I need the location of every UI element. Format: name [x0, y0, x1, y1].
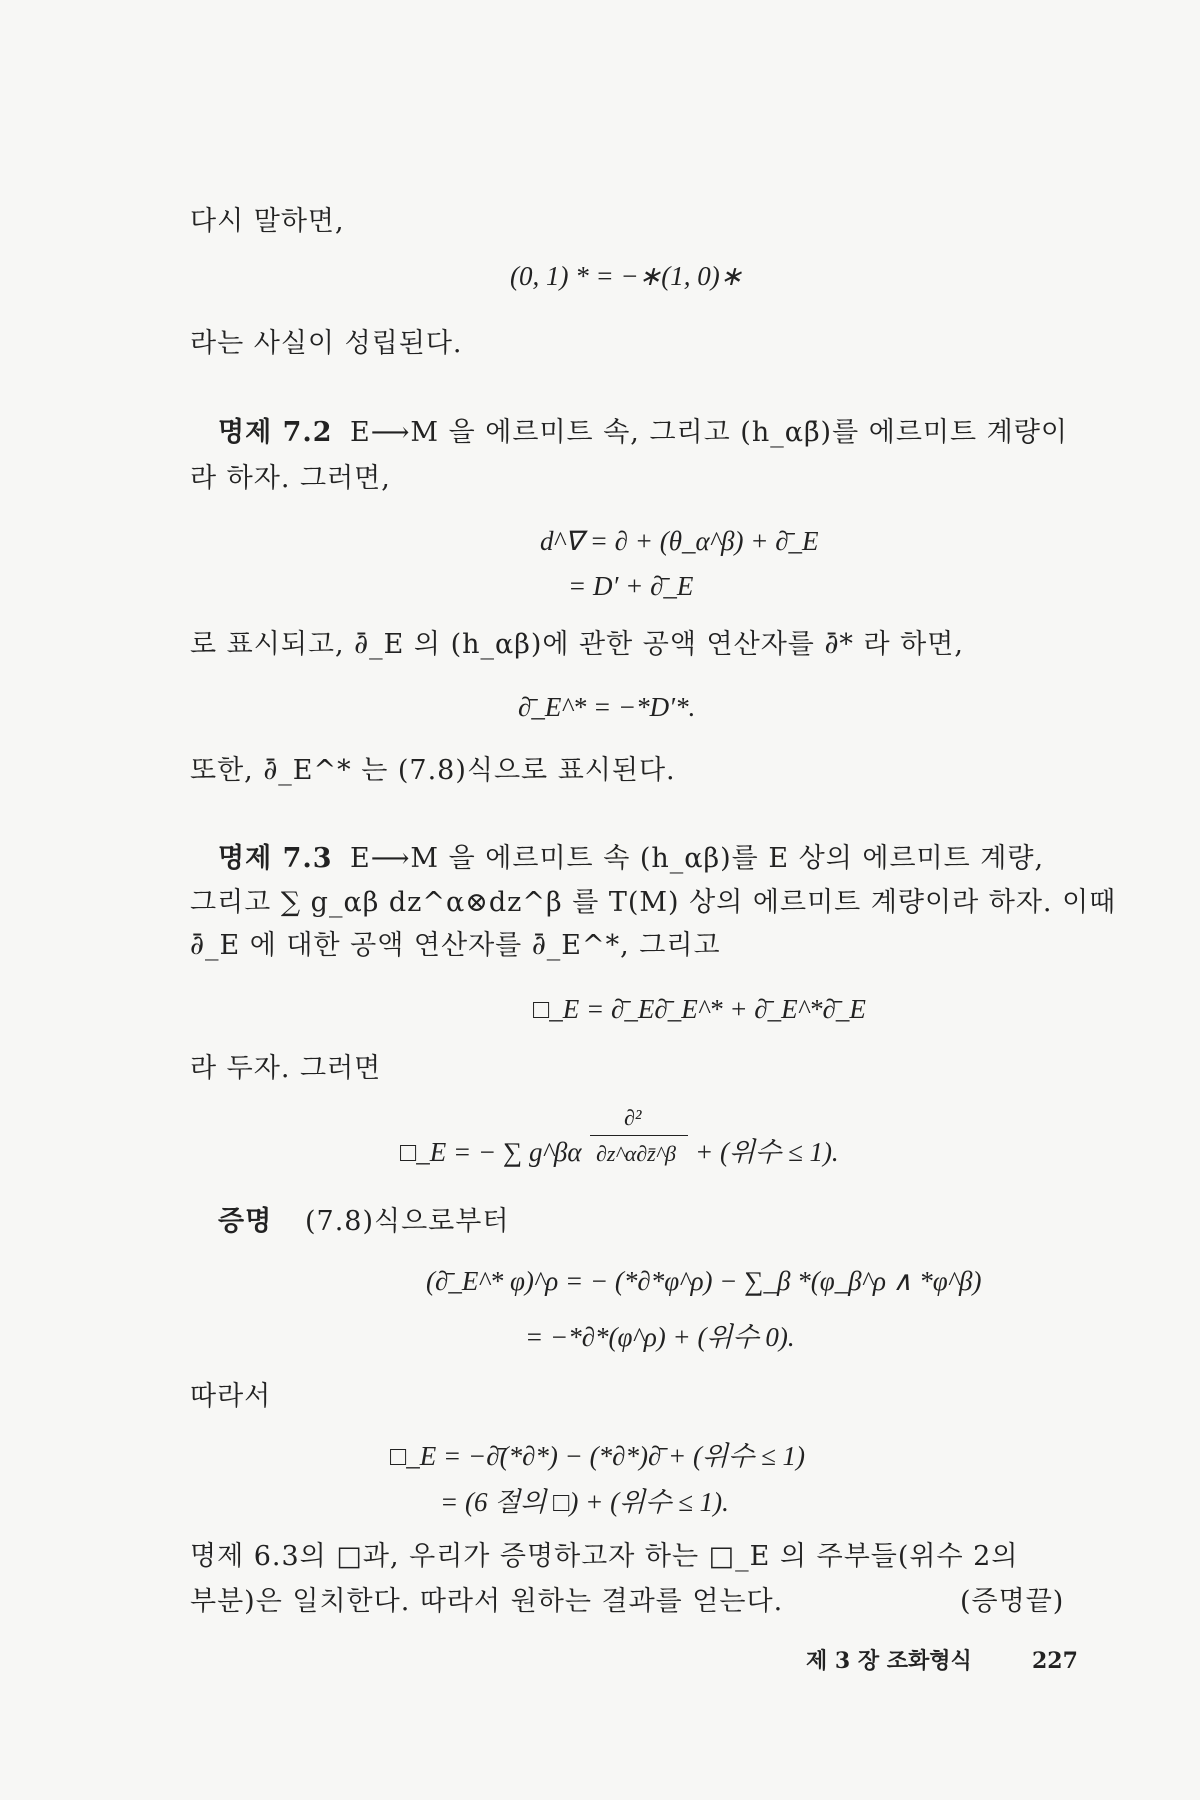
- chapter-title: 제 3 장 조화형식: [806, 1648, 972, 1674]
- fraction-denominator: ∂z^α∂z̄^β: [596, 1141, 676, 1166]
- text-line: 부분)은 일치한다. 따라서 원하는 결과를 얻는다.: [190, 1586, 784, 1617]
- fraction-bar: [590, 1135, 688, 1136]
- equation: = (6 절의 □) + (위수 ≤ 1).: [440, 1487, 729, 1517]
- text-line: 다시 말하면,: [190, 206, 345, 237]
- text-line: 로 표시되고, ∂̄_E 의 (h_αβ)에 관한 공액 연산자를 ∂̄* 라 하면,: [190, 629, 964, 660]
- equation-right: + (위수 ≤ 1).: [695, 1137, 839, 1167]
- equation: ∂̄_E^* = −*D′*.: [518, 692, 696, 722]
- proposition-text: E⟶M 을 에르미트 속, 그리고 (h_αβ̄)를 에르미트 계량이: [350, 417, 1068, 448]
- equation-left: □_E = − ∑ g^βα: [400, 1137, 582, 1167]
- equation: = −*∂*(φ^ρ) + (위수 0).: [525, 1322, 795, 1352]
- text-line: 라 하자. 그러면,: [190, 463, 391, 494]
- text-line: 따라서: [190, 1381, 272, 1412]
- proof-end: (증명끝): [960, 1586, 1065, 1617]
- text-line: 라는 사실이 성립된다.: [190, 328, 463, 359]
- text-line: (7.8)식으로부터: [305, 1206, 510, 1237]
- text-line: 또한, ∂̄_E^* 는 (7.8)식으로 표시된다.: [190, 755, 676, 786]
- proposition-label: 명제 7.2: [218, 417, 333, 448]
- text-line: 명제 6.3의 □과, 우리가 증명하고자 하는 □_E 의 주부들(위수 2의: [190, 1541, 1019, 1572]
- equation: (∂̄_E^* φ)^ρ = − (*∂*φ^ρ) − ∑_β *(φ_β^ρ ∧ *φ^β): [426, 1266, 982, 1296]
- equation: d^∇ = ∂ + (θ_α^β) + ∂̄_E: [540, 526, 819, 556]
- text-line: 라 두자. 그러면: [190, 1053, 382, 1084]
- fraction-numerator: ∂²: [624, 1105, 642, 1130]
- equation: □_E = −∂̄(*∂*) − (*∂*)∂̄ + (위수 ≤ 1): [390, 1441, 805, 1471]
- proof-label: 증명: [218, 1206, 273, 1237]
- equation: □_E = ∂̄_E∂̄_E^* + ∂̄_E^*∂̄_E: [533, 994, 866, 1024]
- equation: = D′ + ∂̄_E: [568, 571, 694, 601]
- text-line: 그리고 ∑ g_αβ dz^α⊗dz^β 를 T(M) 상의 에르미트 계량이라 하자. 이때: [190, 887, 1117, 918]
- page-number: 227: [1032, 1648, 1078, 1674]
- text-line: ∂̄_E 에 대한 공액 연산자를 ∂̄_E^*, 그리고: [190, 930, 721, 961]
- equation: (0, 1) * = −∗(1, 0)∗: [510, 261, 743, 291]
- proposition-label: 명제 7.3: [218, 843, 333, 874]
- proposition-text: E⟶M 을 에르미트 속 (h_αβ)를 E 상의 에르미트 계량,: [350, 843, 1045, 874]
